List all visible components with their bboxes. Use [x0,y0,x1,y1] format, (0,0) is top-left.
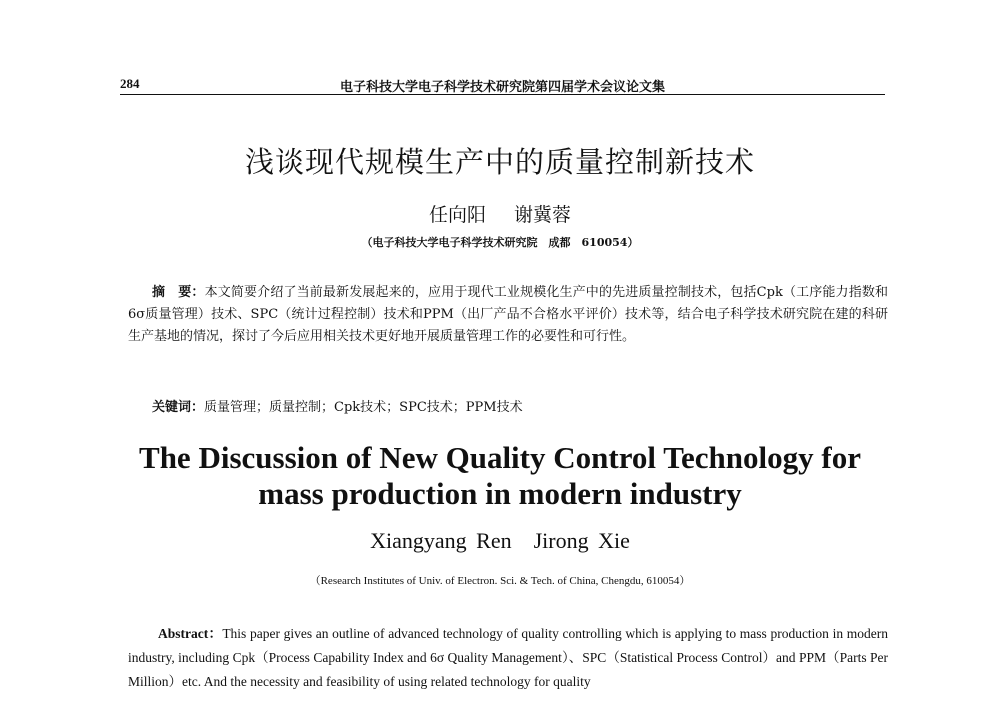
chinese-affiliation: （电子科技大学电子科学技术研究院 成都 610054） [361,236,639,249]
chinese-abstract [128,282,888,348]
english-author-1: Xiangyang Ren [370,528,512,553]
chinese-title: 浅谈现代规模生产中的质量控制新技术 [244,145,755,179]
chinese-keywords-text: 质量管理；质量控制；Cpk技术；SPC技术；PPM技术 [204,400,523,415]
chinese-author-2: 谢冀蓉 [514,204,572,226]
chinese-keywords [152,396,523,415]
chinese-author-1: 任向阳 [428,204,486,226]
chinese-abstract-text: 本文简要介绍了当前最新发展起来的，应用于现代工业规模化生产中的先进质量控制技术，包括Cpk（工序能力指数和6σ质量管理）技术、SPC（统计过程控制）技术和PPM（出厂产品不合格水平评价）技术等，结合电子科学技术研究院在建的科研生产基地的情况，探讨了今后应用相关技术更好地开展质量管理工作的必要性和可行性。 [128,285,888,344]
english-authors [0,528,1000,554]
chinese-abstract-label: 摘 要： [152,285,205,300]
english-abstract-text: This paper gives an outline of advanced technology of quality controlling which is applying to mass production in modern industry, including Cpk（Process Capability Index and 6σ Quality Management）、SPC（Statistical Process Control）and PPM（Parts Per Million）etc. And the necessity and feasibility of using related technology for quality [128,626,888,689]
english-title-line-1: The Discussion of New Quality Control Technology for [139,440,861,475]
chinese-authors [0,200,1000,227]
chinese-keywords-label: 关键词： [152,400,205,415]
english-title [0,440,1000,512]
english-affiliation: （Research Institutes of Univ. of Electron. Sci. & Tech. of China, Chengdu, 610054） [309,575,691,587]
english-author-2: Jirong Xie [533,528,630,553]
running-title: 电子科技大学电子科学技术研究院第四届学术会议论文集 [339,80,665,95]
header-rule [120,94,885,95]
page-header [120,76,885,96]
page-number: 284 [120,76,140,91]
english-abstract [128,622,888,694]
english-title-line-2: mass production in modern industry [258,476,742,511]
english-abstract-label: Abstract： [158,626,223,641]
